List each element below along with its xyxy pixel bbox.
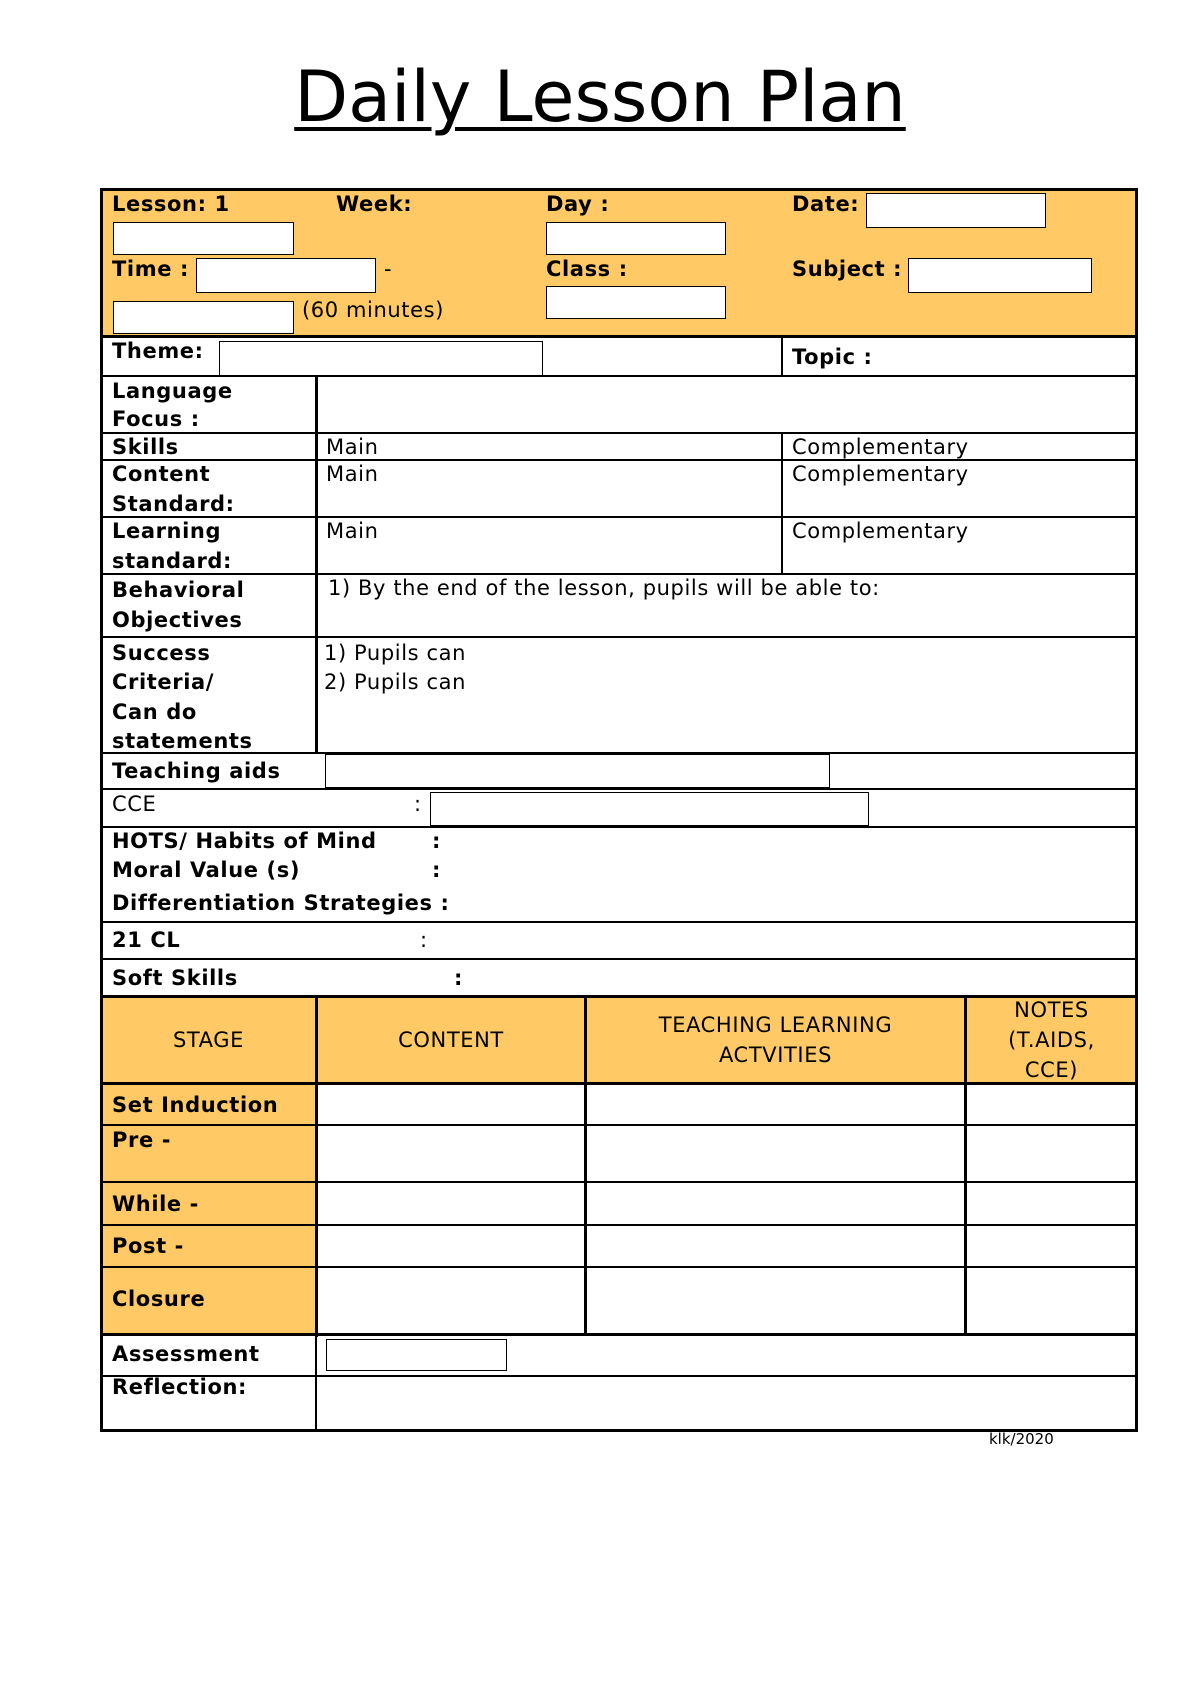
divider xyxy=(315,1335,317,1432)
moral-value-label: Moral Value (s) xyxy=(112,858,301,882)
divider xyxy=(315,377,318,753)
rule xyxy=(102,921,1136,923)
theme-field[interactable] xyxy=(219,341,543,376)
soft-skills-label: Soft Skills xyxy=(112,966,238,990)
success-criteria-2: 2) Pupils can xyxy=(324,670,466,694)
time-end-field[interactable] xyxy=(113,301,294,334)
notes-header-line-1: NOTES xyxy=(1014,998,1089,1022)
subject-field[interactable] xyxy=(908,258,1092,293)
stage-set-induction: Set Induction xyxy=(112,1093,279,1117)
rule xyxy=(102,1124,1136,1126)
notes-header xyxy=(967,998,1136,1082)
assessment-field[interactable] xyxy=(326,1339,507,1371)
teaching-aids-field[interactable] xyxy=(325,754,830,788)
rule xyxy=(102,1333,1136,1336)
content-standard-complementary: Complementary xyxy=(792,462,969,486)
theme-label: Theme: xyxy=(112,339,204,363)
cl21-colon: : xyxy=(420,928,428,952)
success-criteria-label-4: statements xyxy=(112,729,253,753)
tla-header-line-1: TEACHING LEARNING xyxy=(658,1013,893,1037)
rule xyxy=(102,335,1136,338)
behavioral-objectives-label-2: Objectives xyxy=(112,608,243,632)
stage-closure: Closure xyxy=(112,1287,206,1311)
cl21-label: 21 CL xyxy=(112,928,181,952)
week-field[interactable] xyxy=(113,222,294,255)
rule xyxy=(102,432,1136,434)
learning-standard-main: Main xyxy=(326,519,379,543)
rule xyxy=(102,516,1136,518)
rule xyxy=(102,958,1136,960)
topic-label: Topic : xyxy=(792,345,873,369)
language-focus-label-2: Focus : xyxy=(112,407,200,431)
notes-header-line-2: (T.AIDS, xyxy=(1008,1028,1095,1052)
stage-header xyxy=(102,998,315,1082)
language-focus-label-1: Language xyxy=(112,379,233,403)
assessment-label: Assessment xyxy=(112,1342,260,1366)
page-title xyxy=(0,55,1200,139)
week-label: Week: xyxy=(336,192,413,216)
time-start-field[interactable] xyxy=(196,258,376,293)
rule xyxy=(102,1375,1136,1377)
learning-standard-complementary: Complementary xyxy=(792,519,969,543)
teaching-aids-label: Teaching aids xyxy=(112,759,281,783)
content-header-text: CONTENT xyxy=(398,1028,504,1052)
cce-label: CCE xyxy=(112,792,157,816)
duration-text: (60 minutes) xyxy=(302,298,444,322)
learning-standard-label-2: standard: xyxy=(112,549,233,573)
success-criteria-1: 1) Pupils can xyxy=(324,641,466,665)
class-label: Class : xyxy=(546,257,628,281)
day-field[interactable] xyxy=(546,222,726,255)
success-criteria-label-2: Criteria/ xyxy=(112,670,215,694)
stage-while: While - xyxy=(112,1192,199,1216)
stage-pre: Pre - xyxy=(112,1128,172,1152)
time-dash: - xyxy=(384,257,393,281)
skills-label: Skills xyxy=(112,435,179,459)
skills-main: Main xyxy=(326,435,379,459)
rule xyxy=(102,1082,1136,1085)
rule xyxy=(102,1181,1136,1183)
day-label: Day : xyxy=(546,192,610,216)
content-standard-label-2: Standard: xyxy=(112,492,235,516)
notes-header-line-3: CCE) xyxy=(1024,1058,1079,1082)
behavioral-objective-1: 1) By the end of the lesson, pupils will be able to: xyxy=(328,576,880,600)
cce-colon: : xyxy=(414,792,422,816)
cce-field[interactable] xyxy=(430,792,869,826)
differentiation-label: Differentiation Strategies : xyxy=(112,891,450,915)
title-text: Daily Lesson Plan xyxy=(294,56,906,138)
rule xyxy=(102,636,1136,638)
divider xyxy=(781,337,783,377)
behavioral-objectives-label-1: Behavioral xyxy=(112,578,245,602)
tla-header-line-2: ACTVITIES xyxy=(718,1043,833,1067)
learning-standard-label-1: Learning xyxy=(112,519,222,543)
content-standard-main: Main xyxy=(326,462,379,486)
divider xyxy=(781,434,783,574)
rule xyxy=(102,1224,1136,1226)
rule xyxy=(102,1266,1136,1268)
success-criteria-label-1: Success xyxy=(112,641,211,665)
subject-label: Subject : xyxy=(792,257,903,281)
skills-complementary: Complementary xyxy=(792,435,969,459)
hots-label: HOTS/ Habits of Mind xyxy=(112,829,377,853)
rule xyxy=(102,788,1136,790)
stage-post: Post - xyxy=(112,1234,184,1258)
content-header xyxy=(318,998,584,1082)
moral-value-colon: : xyxy=(432,858,441,882)
date-label: Date: xyxy=(792,192,860,216)
footer-code: klk/2020 xyxy=(989,1430,1054,1448)
time-label: Time : xyxy=(112,257,189,281)
success-criteria-label-3: Can do xyxy=(112,700,197,724)
rule xyxy=(102,459,1136,461)
hots-colon: : xyxy=(432,829,441,853)
stage-header-text: STAGE xyxy=(172,1028,245,1052)
lesson-label: Lesson: 1 xyxy=(112,192,230,216)
class-field[interactable] xyxy=(546,286,726,319)
tla-header xyxy=(587,998,964,1082)
date-field[interactable] xyxy=(866,193,1046,228)
content-standard-label-1: Content xyxy=(112,462,211,486)
soft-skills-colon: : xyxy=(454,966,463,990)
reflection-label: Reflection: xyxy=(112,1375,248,1399)
